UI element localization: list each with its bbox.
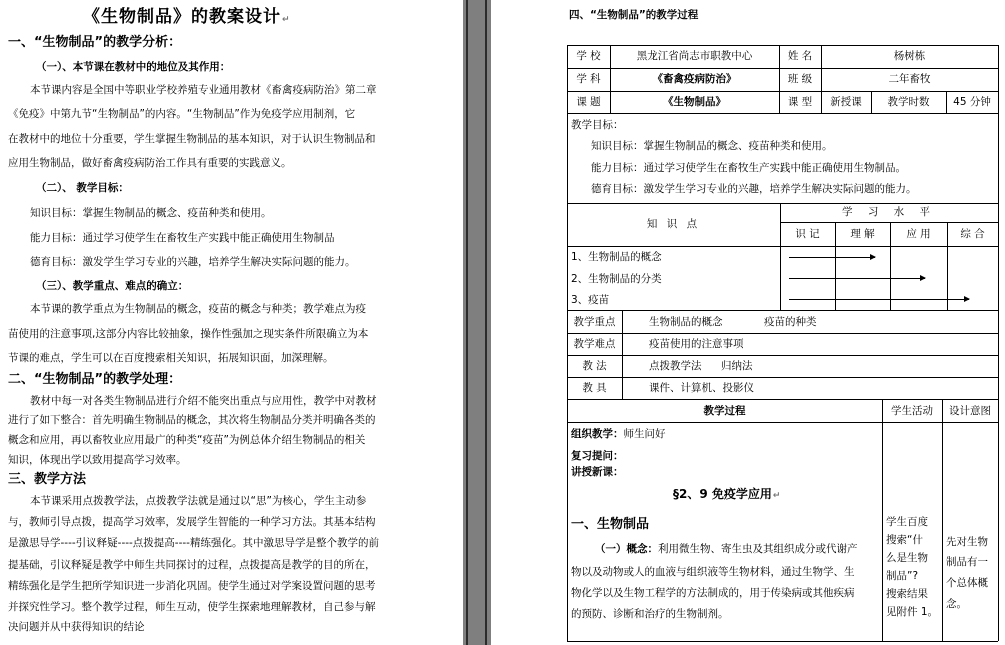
paragraph-line: 概念和应用，再以畜牧业应用最广的种类“疫苗”为例总体介绍生物制品的相关 xyxy=(8,434,366,446)
grade-value: 二年畜牧 xyxy=(888,73,931,85)
design-intent-line: 先对生物 xyxy=(946,536,988,548)
page-edge-right xyxy=(485,0,487,645)
school-label: 学 校 xyxy=(576,50,601,62)
paragraph-line: 节课的难点，学生可以在百度搜索相关知识，拓展知识面，加深理解。 xyxy=(8,352,334,364)
paragraph-line: 提基础，引议释疑是教学中师生共同探讨的过程，点拨提高是教学的目的所在， xyxy=(8,559,376,571)
knowledge-item: 1、生物制品的概念 xyxy=(571,251,662,263)
student-activity-line: 学生百度 xyxy=(886,516,928,528)
hours-label: 教学时数 xyxy=(887,96,930,108)
name-value: 杨树栋 xyxy=(893,50,926,62)
method-label: 教 法 xyxy=(582,360,607,372)
grade-label: 班 级 xyxy=(787,73,813,85)
topic-label: 课 题 xyxy=(576,96,601,108)
design-intent-header: 设计意图 xyxy=(949,405,991,417)
objective-moral: 德育目标：激发学生学习专业的兴趣，培养学生解决实际问题的能力。 xyxy=(591,183,917,195)
level-arrow-concept xyxy=(789,257,875,258)
goal-ability: 能力目标：通过学习使学生在畜牧生产实践中能正确使用生物制品 xyxy=(30,232,335,244)
design-intent-line: 念。 xyxy=(946,598,967,610)
paragraph-line: 与，教师引导点拨，提高学习效率，发展学生智能的一种学习方法。其基本结构 xyxy=(8,516,376,528)
process-header: 教学过程 xyxy=(703,405,746,417)
concept-line-1: （一）概念：利用微生物、寄生虫及其组织成分或代谢产 xyxy=(595,543,858,555)
paragraph-line: 并探究性学习。整个教学过程，师生互动，使学生探索地理解教材，自己参与解 xyxy=(8,601,376,613)
section-1-sub-1: （一）、本节课在教材中的地位及其作用： xyxy=(36,61,231,73)
concept-line: 物化学以及生物工程学的方法制成的，用于传染病或其他疾病 xyxy=(571,587,855,599)
page-gap xyxy=(463,0,491,645)
school-value: 黑龙江省尚志市职教中心 xyxy=(636,50,753,62)
type-value: 新授课 xyxy=(830,96,862,108)
goal-knowledge: 知识目标：掌握生物制品的概念、疫苗种类和使用。 xyxy=(30,207,272,219)
document-page-left xyxy=(0,0,463,645)
level-understand: 理 解 xyxy=(850,228,875,240)
knowledge-item: 2、生物制品的分类 xyxy=(571,273,662,285)
concept-line: 的预防、诊断和治疗的生物制剂。 xyxy=(571,608,729,620)
review-label: 复习提问： xyxy=(571,450,624,462)
key-point-2: 疫苗的种类 xyxy=(764,316,817,328)
type-label: 课 型 xyxy=(787,96,813,108)
tools-label: 教 具 xyxy=(582,382,607,394)
student-activity-line: 搜索“什 xyxy=(886,534,923,546)
level-arrow-vaccine xyxy=(789,299,969,300)
subject-value: 《畜禽疫病防治》 xyxy=(652,73,737,85)
lesson-section-title: §2、9 免疫学应用↵ xyxy=(673,487,781,501)
goal-moral: 德育目标：激发学生学习专业的兴趣，培养学生解决实际问题的能力。 xyxy=(30,256,356,268)
section-1-sub-3: （三）、教学重点、难点的确立： xyxy=(36,280,189,292)
student-activity-line: 见附件 1。 xyxy=(886,606,939,618)
method-2: 归纳法 xyxy=(721,360,753,372)
paragraph-line: 本节课内容是全国中等职业学校养殖专业通用教材《畜禽疫病防治》第二章 xyxy=(30,84,377,96)
level-arrow-classification xyxy=(789,278,925,279)
key-label: 教学重点 xyxy=(573,316,616,328)
knowledge-points-header: 知 识 点 xyxy=(646,218,701,230)
level-synthesize: 综 合 xyxy=(960,228,985,240)
section-3-heading: 三、教学方法 xyxy=(8,472,87,487)
student-activity-line: 么是生物 xyxy=(886,552,928,564)
paragraph-line: 决问题并从中获得知识的结论 xyxy=(8,621,145,633)
section-1-heading: 一、“生物制品”的教学分析： xyxy=(8,35,182,50)
paragraph-line: 本节课的教学重点为生物制品的概念，疫苗的概念与种类；教学难点为疫 xyxy=(30,303,366,315)
paragraph-line: 应用生物制品，做好畜禽疫病防治工作具有重要的实践意义。 xyxy=(8,157,292,169)
paragraph-line: 在教材中的地位十分重要，学生掌握生物制品的基本知识，对于认识生物制品和 xyxy=(8,133,376,145)
lesson-heading-1: 一、生物制品 xyxy=(571,517,650,532)
document-title: 《生物制品》的教案设计↵ xyxy=(83,7,291,27)
tools-value: 课件、计算机、投影仪 xyxy=(649,382,754,394)
design-intent-line: 制品有一 xyxy=(946,556,988,568)
paragraph-line: 进行了如下整合：首先明确生物制品的概念，其次将生物制品分类并明确各类的 xyxy=(8,414,376,426)
objective-knowledge: 知识目标：掌握生物制品的概念、疫苗种类和使用。 xyxy=(591,140,833,152)
page-edge-left xyxy=(466,0,468,645)
paragraph-line: 《免疫》中第九节“生物制品”的内容。“生物制品”作为免疫学应用制剂，它 xyxy=(8,108,356,120)
level-apply: 应 用 xyxy=(906,228,931,240)
section-2-heading: 二、“生物制品”的教学处理： xyxy=(8,372,182,387)
name-label: 姓 名 xyxy=(787,50,813,62)
difficulty-label: 教学难点 xyxy=(573,338,616,350)
concept-line: 物以及动物或人的血液与组织液等生物材料，通过生物学、生 xyxy=(571,566,855,578)
student-activity-header: 学生活动 xyxy=(891,405,933,417)
design-intent-line: 个总体概 xyxy=(946,577,988,589)
document-page-right xyxy=(491,0,1005,645)
objectives-label: 教学目标： xyxy=(571,119,624,131)
section-4-heading: 四、“生物制品”的教学过程 xyxy=(569,9,699,21)
paragraph-line: 是激思导学----引议释疑----点拨提高----精练强化。其中激思导学是整个教学的前 xyxy=(8,537,379,549)
student-activity-line: 制品”? xyxy=(886,570,919,582)
learning-level-header: 学 习 水 平 xyxy=(841,206,936,218)
paragraph-line: 本节课采用点拨教学法，点拨教学法就是通过以“思”为核心，学生主动参 xyxy=(30,495,367,507)
method-1: 点拨教学法 xyxy=(649,360,702,372)
subject-label: 学 科 xyxy=(576,73,601,85)
paragraph-line: 教材中每一对各类生物制品进行介绍不能突出重点与应用性，教学中对教材 xyxy=(30,395,377,407)
topic-value: 《生物制品》 xyxy=(663,96,726,108)
hours-value: 45 分钟 xyxy=(953,96,991,108)
paragraph-line: 知识，体现出学以致用提高学习效率。 xyxy=(8,454,187,466)
organize-teaching: 组织教学：师生问好 xyxy=(571,428,666,440)
paragraph-line: 精练强化是学生把所学知识进一步消化巩固。使学生通过对学案设置问题的思考 xyxy=(8,580,376,592)
paragraph-line: 苗使用的注意事项,这部分内容比较抽象，操作性强加之现实条件所限确立为本 xyxy=(8,328,369,340)
knowledge-item: 3、疫苗 xyxy=(571,294,610,306)
level-memorize: 识 记 xyxy=(795,228,820,240)
section-1-sub-2: （二）、 教学目标： xyxy=(36,182,129,194)
objective-ability: 能力目标：通过学习使学生在畜牧生产实践中能正确使用生物制品。 xyxy=(591,162,906,174)
student-activity-line: 搜索结果 xyxy=(886,588,928,600)
key-point-1: 生物制品的概念 xyxy=(649,316,723,328)
new-lesson-label: 讲授新课： xyxy=(571,466,624,478)
difficulty-value: 疫苗使用的注意事项 xyxy=(649,338,744,350)
